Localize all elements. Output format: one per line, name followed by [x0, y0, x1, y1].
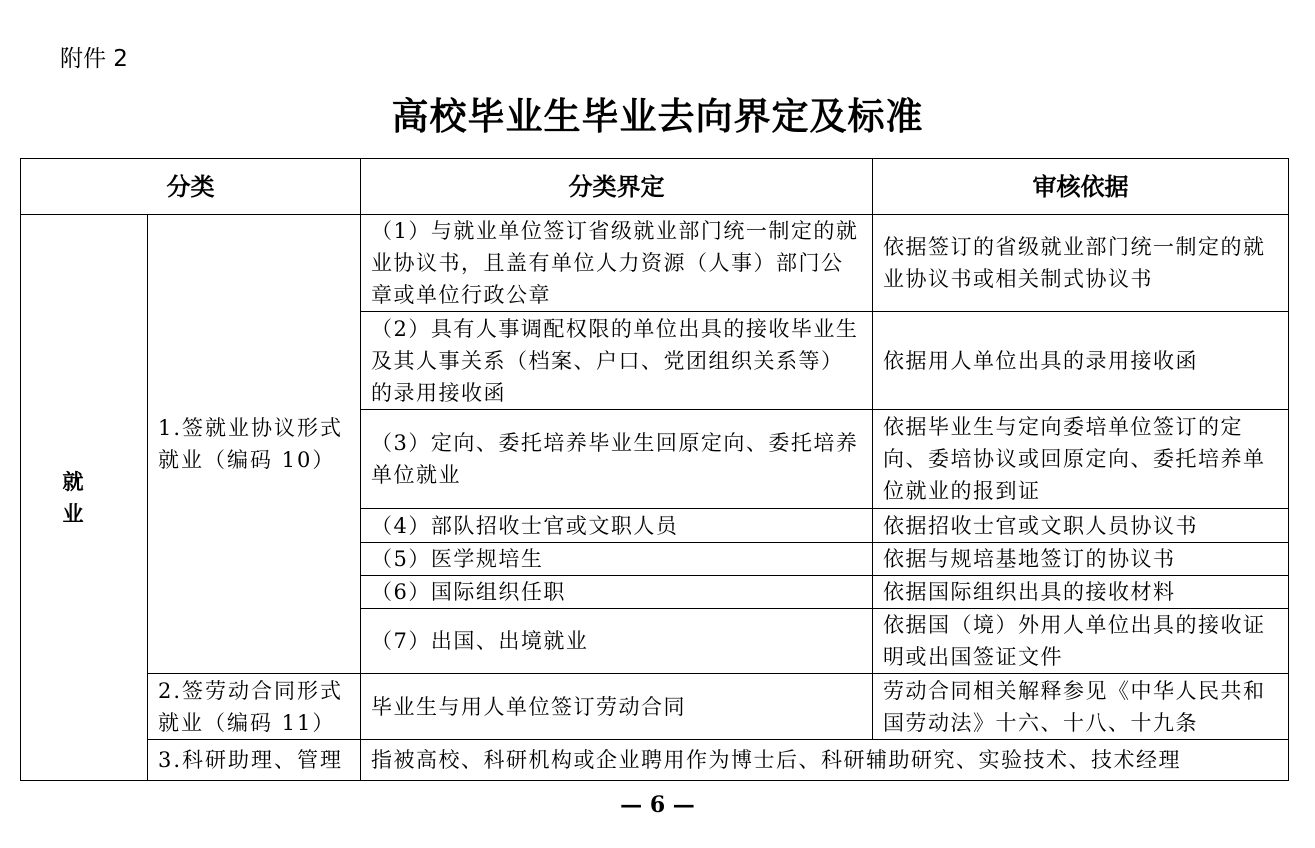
- definition-cell: （3）定向、委托培养毕业生回原定向、委托培养单位就业: [361, 410, 873, 509]
- basis-cell: 依据毕业生与定向委培单位签订的定向、委培协议或回原定向、委托培养单位就业的报到证: [873, 410, 1289, 509]
- basis-cell: 依据国（境）外用人单位出具的接收证明或出国签证文件: [873, 609, 1289, 674]
- standards-table: [20, 158, 1289, 781]
- basis-cell: 依据签订的省级就业部门统一制定的就业协议书或相关制式协议书: [873, 215, 1289, 312]
- main-category-cell: 就 业: [21, 215, 148, 781]
- document-title: 高校毕业生毕业去向界定及标准: [391, 95, 924, 138]
- definition-cell: （2）具有人事调配权限的单位出具的接收毕业生及其人事关系（档案、户口、党团组织关系等）的录用接收函: [361, 312, 873, 410]
- header-definition: 分类界定: [361, 159, 873, 215]
- table-row: [21, 740, 1289, 781]
- basis-cell: 劳动合同相关解释参见《中华人民共和国劳动法》十六、十八、十九条: [873, 674, 1289, 740]
- definition-cell: 毕业生与用人单位签订劳动合同: [361, 674, 873, 740]
- table-row: [21, 215, 1289, 312]
- table-header-row: [21, 159, 1289, 215]
- sub-category-1: 1.签就业协议形式就业（编码 10）: [148, 215, 361, 674]
- definition-cell: （6）国际组织任职: [361, 576, 873, 609]
- definition-cell: （1）与就业单位签订省级就业部门统一制定的就业协议书，且盖有单位人力资源（人事）部门公章或单位行政公章: [361, 215, 873, 312]
- page-number: — 6 —: [620, 792, 695, 818]
- sub-category-2: 2.签劳动合同形式就业（编码 11）: [148, 674, 361, 740]
- sub-category-3: 3.科研助理、管理: [148, 740, 361, 781]
- definition-cell: （5）医学规培生: [361, 543, 873, 576]
- basis-cell: 依据用人单位出具的录用接收函: [873, 312, 1289, 410]
- basis-cell: 依据招收士官或文职人员协议书: [873, 509, 1289, 543]
- header-basis: 审核依据: [873, 159, 1289, 215]
- definition-cell: 指被高校、科研机构或企业聘用作为博士后、科研辅助研究、实验技术、技术经理: [361, 740, 1289, 781]
- definition-cell: （7）出国、出境就业: [361, 609, 873, 674]
- header-category: 分类: [21, 159, 361, 215]
- basis-cell: 依据与规培基地签订的协议书: [873, 543, 1289, 576]
- definition-cell: （4）部队招收士官或文职人员: [361, 509, 873, 543]
- basis-cell: 依据国际组织出具的接收材料: [873, 576, 1289, 609]
- attachment-label: 附件 2: [60, 46, 128, 72]
- table-row: [21, 674, 1289, 740]
